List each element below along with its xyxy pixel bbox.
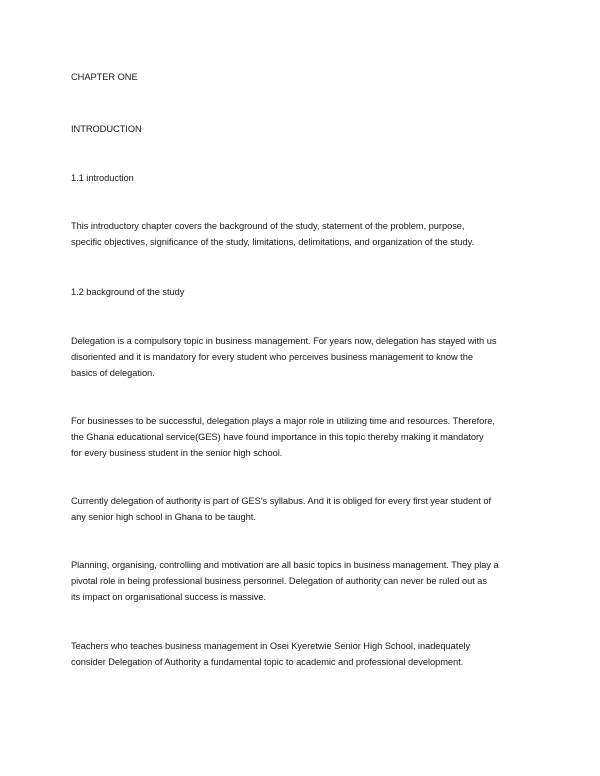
paragraph-line: Teachers who teaches business management in Osei Kyeretwie Senior High School, inadequately [71, 641, 471, 651]
paragraph-line: Planning, organising, controlling and motivation are all basic topics in business management. They play a [71, 560, 499, 570]
intro-paragraph [71, 219, 533, 251]
paragraph-line: for every business student in the senior high school. [71, 447, 283, 458]
paragraph-line: Delegation is a compulsory topic in business management. For years now, delegation has stayed with us [71, 336, 497, 346]
section-1-2-heading [71, 285, 533, 301]
paragraph-line: pivotal role in being professional business personnel. Delegation of authority can never be ruled out as [71, 575, 488, 586]
section-1-1-heading [71, 171, 533, 187]
paragraph-line: This introductory chapter covers the background of the study, statement of the problem, purpose, [71, 221, 465, 231]
paragraph-line: disoriented and it is mandatory for every student who perceives business management to know the [71, 351, 473, 362]
paragraph-4 [71, 558, 533, 606]
paragraph-line: Currently delegation of authority is part of GES's syllabus. And it is obliged for every first year student of [71, 496, 492, 506]
paragraph-2 [71, 414, 533, 462]
paragraph-3 [71, 494, 533, 526]
paragraph-line: basics of delegation. [71, 367, 155, 378]
paragraph-5 [71, 639, 533, 671]
chapter-heading-text: CHAPTER ONE [71, 72, 138, 82]
introduction-heading-text: INTRODUCTION [71, 124, 142, 134]
paragraph-1 [71, 334, 533, 382]
introduction-heading [71, 122, 533, 138]
paragraph-line: specific objectives, significance of the study, limitations, delimitations, and organization of the study. [71, 236, 475, 247]
chapter-heading [71, 70, 533, 86]
section-1-2-heading-text: 1.2 background of the study [71, 287, 185, 297]
paragraph-line: For businesses to be successful, delegation plays a major role in utilizing time and resources. Therefore, [71, 416, 495, 426]
paragraph-line: the Ghana educational service(GES) have found importance in this topic thereby making it mandatory [71, 431, 484, 442]
paragraph-line: its impact on organisational success is massive. [71, 591, 266, 602]
paragraph-line: consider Delegation of Authority a fundamental topic to academic and professional development. [71, 656, 464, 667]
paragraph-line: any senior high school in Ghana to be taught. [71, 511, 256, 522]
section-1-1-heading-text: 1.1 introduction [71, 173, 134, 183]
